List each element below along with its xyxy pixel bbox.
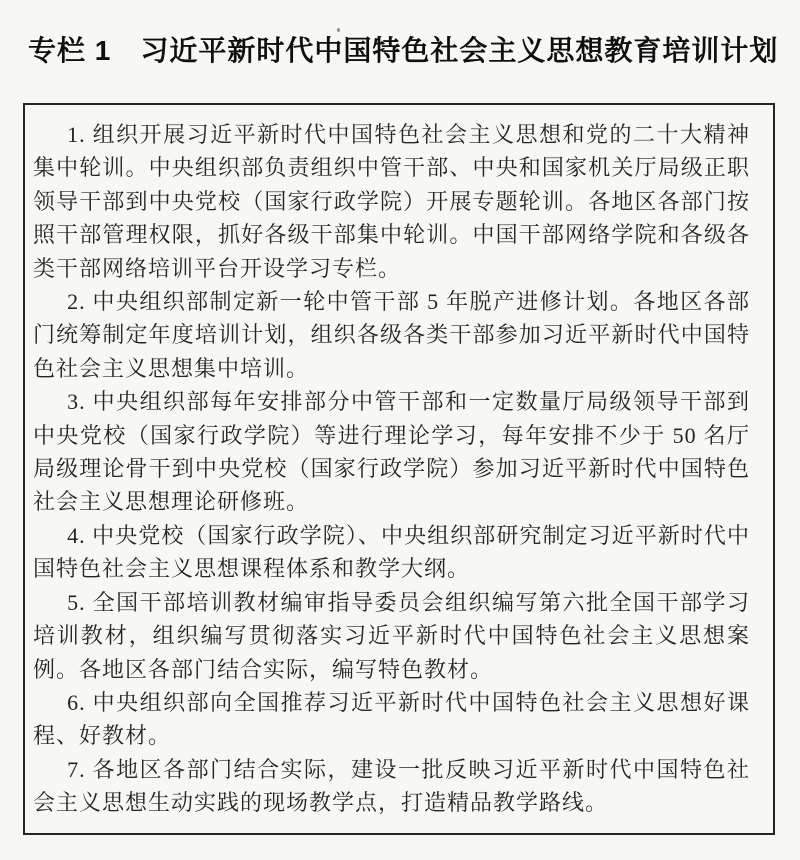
box-paragraph-1: 1. 组织开展习近平新时代中国特色社会主义思想和党的二十大精神集中轮训。中央组织部负责组织中管干部、中央和国家机关厅局级正职领导干部到中央党校（国家行政学院）开展专题轮训。各地区各部门按照干部管理权限，抓好各级干部集中轮训。中国干部网络学院和各级各类干部网络培训平台开设学习专栏。 xyxy=(33,122,750,281)
box-paragraph-2: 2. 中央组织部制定新一轮中管干部 5 年脱产进修计划。各地区各部门统筹制定年度培训计划，组织各级各类干部参加习近平新时代中国特色社会主义思想集中培训。 xyxy=(33,289,750,381)
scan-artifact-speck xyxy=(337,28,340,32)
box-paragraph-6: 6. 中央组织部向全国推荐习近平新时代中国特色社会主义思想好课程、好教材。 xyxy=(33,689,750,749)
page-title: 专栏 1 习近平新时代中国特色社会主义思想教育培训计划 xyxy=(28,35,779,66)
box-paragraph-3: 3. 中央组织部每年安排部分中管干部和一定数量厅局级领导干部到中央党校（国家行政学院）等进行理论学习，每年安排不少于 50 名厅局级理论骨干到中央党校（国家行政学院）参加习近平新时代中国特色社会主义思想理论研修班。 xyxy=(33,389,750,515)
box-paragraph-5: 5. 全国干部培训教材编审指导委员会组织编写第六批全国干部学习培训教材，组织编写贯彻落实习近平新时代中国特色社会主义思想案例。各地区各部门结合实际，编写特色教材。 xyxy=(33,589,750,682)
training-plan-box xyxy=(23,103,775,835)
box-paragraph-7: 7. 各地区各部门结合实际，建设一批反映习近平新时代中国特色社会主义思想生动实践的现场教学点，打造精品教学路线。 xyxy=(33,756,750,816)
box-paragraph-4: 4. 中央党校（国家行政学院）、中央组织部研究制定习近平新时代中国特色社会主义思想课程体系和教学大纲。 xyxy=(33,522,750,582)
